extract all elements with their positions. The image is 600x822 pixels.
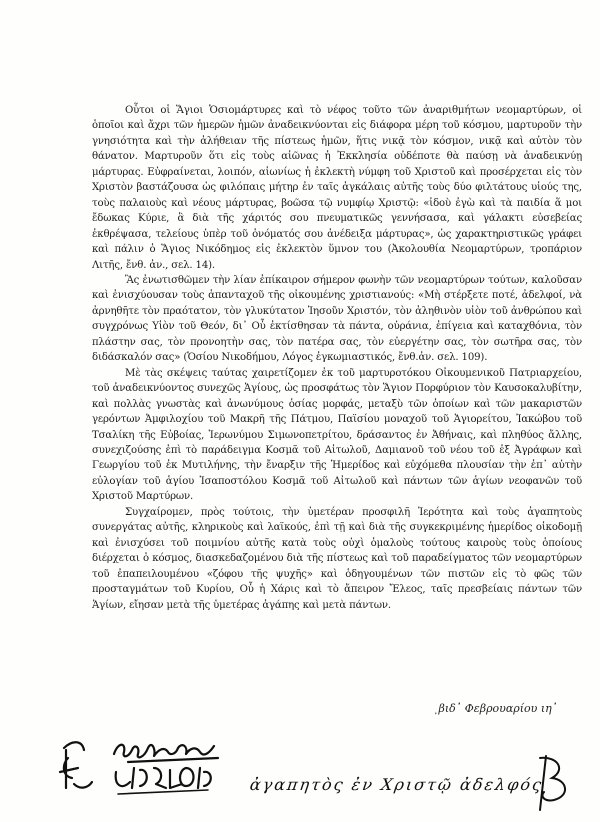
paragraph-1: Οὗτοι οἱ Ἅγιοι Ὁσιομάρτυρες καὶ τὸ νέφος τοῦτο τῶν ἀναριθμήτων νεομαρτύρων, οἱ ὁποῖοι καὶ ἄχρι τῶν ἡμερῶν ἡμῶν ἀναδεικνύονται εἰς διάφορα μέρη τοῦ κόσμου, μαρτυροῦν τὴν γνησιότητα καὶ τὴν ἀλήθειαν τῆς πίστεως ἡμῶν, ἥτις νικᾷ τὸν κόσμον, νικᾷ καὶ αὐτὸν τὸν θάνατον. Μαρτυροῦν ὅτι εἰς τοὺς αἰῶνας ἡ Ἐκκλησία οὐδέποτε θὰ παύσῃ νὰ ἀναδεικνύῃ μάρτυρας. Εὐφραίνεται, λοιπόν, αἰωνίως ἡ ἐκλεκτὴ νύμφη τοῦ Χριστοῦ καὶ προσέρχεται εἰς τὸν Χριστὸν βαστάζουσα ὡς φιλόπαις μήτηρ ἐν ταῖς ἀγκάλαις αὐτῆς τοὺς δύο φιλτάτους υἱούς της, τοὺς παλαιοὺς καὶ νέους μάρτυρας, βοῶσα τῷ νυμφίῳ Χριστῷ: «ἰδοὺ ἐγὼ καὶ τὰ παιδία ἅ μοι ἔδωκας Κύριε, ἃ διὰ τῆς χάριτός σου πνευματικῶς γεννήσασα, καὶ γάλακτι εὐσεβείας ἐκθρέψασα, τελείους ὑπὲρ τοῦ ὀνόματός σου ἀνέδειξα μάρτυρας», ὡς χαρακτηριστικῶς γράφει καὶ πάλιν ὁ Ἅγιος Νικόδημος εἰς ἐκλεκτὸν ὕμνον του (Ἀκολουθία Νεομαρτύρων, τροπάριον Λιτῆς, ἔνθ. ἀν., σελ. 14). <box>92 105 582 271</box>
paragraph-2: Ἂς ἐνωτισθῶμεν τὴν λίαν ἐπίκαιρον σήμερον φωνὴν τῶν νεομαρτύρων τούτων, καλοῦσαν καὶ ἐνισχύουσαν τοὺς ἁπανταχοῦ τῆς οἰκουμένης χριστιανούς: «Μὴ στέρξετε ποτέ, ἀδελφοί, νὰ ἀρνηθῆτε τὸν πραότατον, τὸν γλυκύτατον Ἰησοῦν Χριστόν, τὸν ἀληθινὸν υἱὸν τοῦ ἀνθρώπου καὶ συγχρόνως Υἱὸν τοῦ Θεόν, δι᾽ Οὗ ἐκτίσθησαν τὰ πάντα, οὐράνια, ἐπίγεια καὶ καταχθόνια, τὸν πλάστην σας, τὸν προνοητὴν σας, τὸν πατέρα σας, τὸν εὐεργέτην σας, τὸν σωτῆρα σας, τὸν διδάσκαλόν σας» (Ὁσίου Νικοδήμου, Λόγος ἐγκωμιαστικός, ἔνθ.ἀν. σελ. 109). <box>92 274 582 364</box>
letter-body <box>92 103 582 613</box>
closing-handwriting: ἀγαπητὸς ἐν Χριστῷ ἀδελφός <box>248 775 545 794</box>
date-line: ͺβιδ᾽ Φεβρουαρίου ιη᾽ <box>433 702 558 715</box>
paragraph-4: Συγχαίρομεν, πρὸς τούτοις, τὴν ὑμετέραν προσφιλῆ Ἱερότητα καὶ τοὺς ἀγαπητοὺς συνεργάτας αὐτῆς, κληρικοὺς καὶ λαϊκούς, ἐπὶ τῇ καὶ διὰ τῆς συγκεκριμένης ἡμερίδος οἰκοδομῇ καὶ ἐνισχύσει τοῦ ποιμνίου αὐτῆς κατὰ τοὺς οὐχὶ ὁμαλοὺς τούτους καιροὺς τοὺς ὁποίους διέρχεται ὁ κόσμος, διασκεδαζομένου διὰ τῆς πίστεως καὶ τοῦ παραδείγματος τῶν νεομαρτύρων τοῦ ἐπαπειλουμένου «ζόφου τῆς ψυχῆς» καὶ ὁδηγουμένων τῶν πιστῶν εἰς τὸ φῶς τῶν προσταγμάτων τοῦ Κυρίου, Οὗ ἡ Χάρις καὶ τὸ ἄπειρον Ἔλεος, ταῖς πρεσβείαις πάντων τῶν Ἁγίων, εἴησαν μετὰ τῆς ὑμετέρας ἀγάπης καὶ μετὰ πάντων. <box>92 506 582 611</box>
paragraph-3: Μὲ τὰς σκέψεις ταύτας χαιρετίζομεν ἐκ τοῦ μαρτυροτόκου Οἰκουμενικοῦ Πατριαρχείου, τοῦ ἀναδεικνύοντος συνεχῶς Ἁγίους, ὡς προσφάτως τὸν Ἅγιον Πορφύριον τὸν Καυσοκαλυβίτην, καὶ πολλὰς γνωστὰς καὶ ἀνωνύμους ὁσίας μορφάς, μεταξὺ τῶν ὁποίων καὶ τῶν μακαριστῶν γερόντων Ἀμφιλοχίου τοῦ Μακρῆ τῆς Πάτμου, Παϊσίου μοναχοῦ τοῦ Ἁγιορείτου, Ἰακώβου τοῦ Τσαλίκη τῆς Εὐβοίας, Ἱερωνύμου Σιμωνοπετρίτου, δράσαντος ἐν Ἀθήναις, καὶ πληθύος ἄλλης, συνεχιζούσης ἐπὶ τὸ παράδειγμα Κοσμᾶ τοῦ Αἰτωλοῦ, Δαμιανοῦ τοῦ νέου τοῦ ἐξ Ἀγράφων καὶ Γεωργίου τοῦ ἐκ Μυτιλήνης, τὴν ἔναρξιν τῆς Ἡμερίδος καὶ εὐχόμεθα πλουσίαν τὴν ἐπ᾽ αὐτὴν εὐλογίαν τοῦ ἁγίου Ἰσαποστόλου Κοσμᾶ τοῦ Αἰτωλοῦ καὶ πάντων τῶν ἁγίων νεοφανῶν τοῦ Χριστοῦ Μαρτύρων. <box>92 367 582 503</box>
patriarch-signature <box>58 728 248 798</box>
